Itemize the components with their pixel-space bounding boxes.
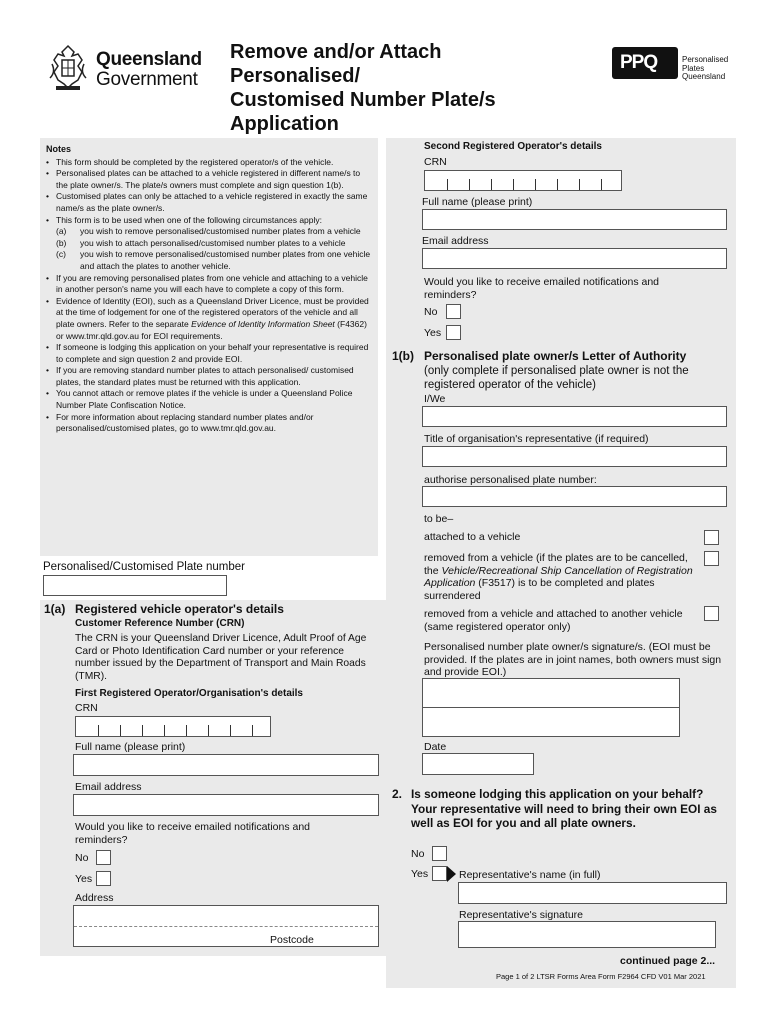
- first-operator-heading: First Registered Operator/Organisation's details: [75, 688, 303, 699]
- note-eoi-rest: (F4362) or www.tmr.qld.gov.au for EOI requirements.: [56, 318, 367, 341]
- iwe-field[interactable]: [422, 406, 727, 427]
- note-item: [46, 296, 372, 342]
- title-line-2: Personalised/: [230, 65, 361, 87]
- sub-marker: (a): [56, 226, 67, 237]
- q2-yes-label: Yes: [411, 868, 429, 880]
- second-crn-label: CRN: [424, 156, 447, 168]
- q2-yes-checkbox[interactable]: [432, 866, 447, 881]
- to-be-label: to be–: [424, 513, 454, 525]
- first-email-label: Email address: [75, 781, 142, 793]
- ppq-logo: [612, 47, 678, 79]
- crn-heading: Customer Reference Number (CRN): [75, 618, 245, 629]
- note-eoi-text: Evidence of Identity (EOI), such as a Queensland Driver Licence, must be provided at the time of lodgement for one of the registered operators of the vehicle and all plate owners. Refer to the separate: [56, 295, 369, 329]
- cancellation-form-title: Vehicle/Recreational Ship Cancellation of Registration Application: [424, 564, 693, 590]
- logo-line-1: Queensland: [96, 49, 202, 70]
- second-crn-field[interactable]: [424, 170, 622, 191]
- first-email-field[interactable]: [73, 794, 379, 816]
- sub-text: you wish to remove personalised/customised number plates from a vehicle: [80, 226, 361, 237]
- note-item: • If you are removing personalised plates from one vehicle and attaching to a vehicle in another person's name you will each have to complete a copy of this form.: [46, 273, 372, 296]
- rep-name-field[interactable]: [458, 882, 727, 904]
- page-title: [230, 40, 496, 136]
- rep-name-label: Representative's name (in full): [459, 869, 601, 881]
- second-notify-no-label: No: [424, 306, 438, 318]
- title-org-label: Title of organisation's representative (if required): [424, 433, 649, 445]
- second-notify-yes-checkbox[interactable]: [446, 325, 461, 340]
- note-item: • For more information about replacing standard number plates and/or personalised/customised plates, go to www.tmr.qld.gov.au.: [46, 412, 372, 435]
- owner-signature-label: Personalised number plate owner/s signature/s. (EOI must be provided. If the plates are in joint names, both owners must sign and provide EOI.): [424, 641, 722, 679]
- note-item: • If you are removing standard number plates to attach personalised/ customised plates, the standard plates must be returned with this application.: [46, 365, 372, 388]
- title-org-field[interactable]: [422, 446, 727, 467]
- ppq-text-3: Queensland: [682, 72, 726, 81]
- title-line-3: Customised Number Plate/s: [230, 89, 496, 111]
- first-notify-no-label: No: [75, 852, 89, 864]
- second-notify-yes-label: Yes: [424, 327, 442, 339]
- title-line-4: Application: [230, 113, 339, 135]
- iwe-label: I/We: [424, 393, 446, 405]
- arrow-right-icon: [447, 866, 456, 882]
- ppq-text-2: Plates: [682, 63, 705, 73]
- second-email-label: Email address: [422, 235, 489, 247]
- section-1b-subtitle: (only complete if personalised plate owner is not the registered operator of the vehicle): [424, 365, 689, 391]
- first-notify-yes-label: Yes: [75, 873, 93, 885]
- note-sub-item: [46, 226, 372, 238]
- ppq-text: [682, 56, 728, 82]
- note-eoi-sheet-title: Evidence of Identity Information Sheet: [191, 318, 335, 329]
- section-2-number: 2.: [392, 787, 403, 801]
- rep-signature-label: Representative's signature: [459, 909, 583, 921]
- logo-line-2: Government: [96, 69, 198, 90]
- continued-label: continued page 2...: [620, 955, 716, 967]
- owner-signature-field-2[interactable]: [422, 707, 680, 737]
- removed-text-start: removed from a vehicle (if the plates are to be cancelled, the: [424, 552, 688, 577]
- note-item: • Personalised plates can be attached to a vehicle registered in different name/s to the plate owner/s. The plate/s owners must complete and sign question 1(b).: [46, 168, 372, 191]
- removed-text-end: (F3517) is to be completed and plates surrendered: [424, 577, 655, 602]
- date-label: Date: [424, 741, 447, 753]
- note-item: • Customised plates can only be attached to a vehicle registered in exactly the same name/s as the plate owner/s.: [46, 191, 372, 214]
- plate-number-label: Personalised/Customised Plate number: [43, 561, 245, 573]
- first-fullname-field[interactable]: [73, 754, 379, 776]
- first-crn-field[interactable]: [75, 716, 271, 737]
- authorise-label: authorise personalised plate number:: [424, 474, 597, 486]
- note-item: • This form is to be used when one of the following circumstances apply:: [46, 215, 372, 227]
- sub-text: you wish to attach personalised/customised number plates to a vehicle: [80, 237, 346, 248]
- owner-signature-field-1[interactable]: [422, 678, 680, 708]
- address-divider: [74, 926, 378, 927]
- note-item: • If someone is lodging this application on your behalf your representative is required to complete and sign question 2 and provide EOI.: [46, 342, 372, 365]
- sub-marker: (c): [56, 249, 66, 260]
- attached-checkbox[interactable]: [704, 530, 719, 545]
- second-fullname-label: Full name (please print): [422, 196, 533, 208]
- removed-text: [424, 552, 704, 602]
- address-label: Address: [75, 892, 114, 904]
- removed-checkbox[interactable]: [704, 551, 719, 566]
- sub-text: you wish to remove personalised/customised number plates from one vehicle and attach the plates to another vehicle.: [80, 249, 371, 271]
- page-info: Page 1 of 2 LTSR Forms Area Form F2964 CFD V01 Mar 2021: [496, 972, 706, 981]
- removed-attached-text: removed from a vehicle and attached to another vehicle (same registered operator only): [424, 608, 683, 633]
- note-item: • This form should be completed by the registered operator/s of the vehicle.: [46, 157, 372, 169]
- note-sub-item: [46, 249, 372, 272]
- first-notify-yes-checkbox[interactable]: [96, 871, 111, 886]
- section-1b-title: Personalised plate owner/s Letter of Authority: [424, 349, 687, 363]
- q2-no-label: No: [411, 848, 425, 860]
- rep-signature-field[interactable]: [458, 921, 716, 948]
- section-2-question: Is someone lodging this application on your behalf? Your representative will need to bring their own EOI as well as EOI for you and all plate owners.: [411, 787, 717, 830]
- q2-no-checkbox[interactable]: [432, 846, 447, 861]
- authorise-plate-field[interactable]: [422, 486, 727, 507]
- sub-marker: (b): [56, 237, 67, 248]
- second-operator-heading: Second Registered Operator's details: [424, 141, 602, 152]
- note-sub-item: [46, 238, 372, 250]
- second-fullname-field[interactable]: [422, 209, 727, 230]
- ppq-mark: PPQ: [620, 52, 658, 73]
- first-crn-label: CRN: [75, 702, 98, 714]
- removed-attached-checkbox[interactable]: [704, 606, 719, 621]
- first-notify-no-checkbox[interactable]: [96, 850, 111, 865]
- section-1b-number: 1(b): [392, 349, 414, 363]
- second-notify-question: Would you like to receive emailed notifications and reminders?: [424, 276, 660, 301]
- notes-panel: [40, 138, 378, 556]
- second-notify-no-checkbox[interactable]: [446, 304, 461, 319]
- notes-heading: Notes: [46, 144, 72, 154]
- title-line-1: Remove and/or Attach: [230, 41, 442, 63]
- section-1a-number: 1(a): [44, 602, 66, 616]
- date-field[interactable]: [422, 753, 534, 775]
- qld-crest-logo: [44, 42, 92, 92]
- crn-description: The CRN is your Queensland Driver Licence, Adult Proof of Age Card or Photo Identification Card number or your reference number issued by the Department of Transport and Main Roads (TMR).: [75, 633, 367, 682]
- second-email-field[interactable]: [422, 248, 727, 269]
- address-field[interactable]: [73, 905, 379, 947]
- ppq-text-1: Personalised: [682, 55, 729, 64]
- note-item: • You cannot attach or remove plates if the vehicle is under a Queensland Police Number Plate Confiscation Notice.: [46, 388, 372, 411]
- plate-number-field[interactable]: [43, 575, 227, 596]
- attached-label: attached to a vehicle: [424, 531, 521, 543]
- postcode-label: Postcode: [270, 934, 314, 946]
- first-notify-question: Would you like to receive emailed notifications and reminders?: [75, 821, 311, 846]
- first-fullname-label: Full name (please print): [75, 741, 186, 753]
- section-1a-title: Registered vehicle operator's details: [75, 602, 284, 616]
